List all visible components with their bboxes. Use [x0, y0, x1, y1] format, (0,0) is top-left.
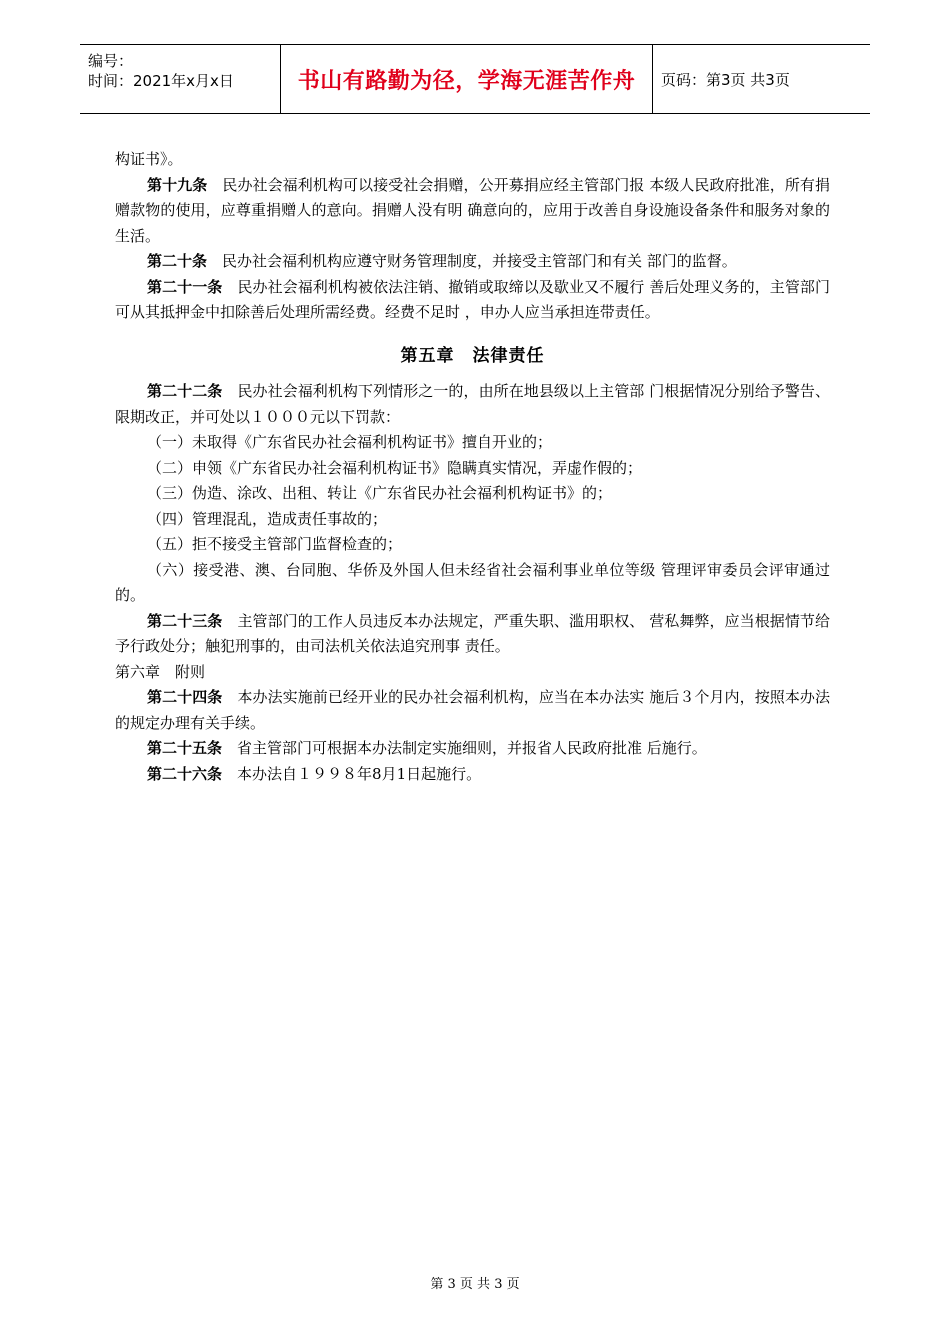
- article-23: [115, 609, 830, 660]
- article-23-title: 第二十三条: [147, 611, 223, 630]
- article-19-title: 第十九条: [147, 175, 208, 194]
- article-22-text: 民办社会福利机构下列情形之一的，由所在地县级以上主管部 门根据情况分别给予警告、限期改正，并可处以１０００元以下罚款：: [115, 382, 830, 426]
- number-label: 编号：: [88, 52, 134, 70]
- article-25-text: 省主管部门可根据本办法制定实施细则，并报省人民政府批准 后施行。: [237, 739, 707, 757]
- article-25-title: 第二十五条: [147, 739, 223, 757]
- chapter-5-title: 第五章 法律责任: [400, 345, 545, 366]
- list-item: （三）伪造、涂改、出租、转让《广东省民办社会福利机构证书》的；: [147, 484, 613, 502]
- continued-text: 构证书》。: [115, 150, 183, 168]
- article-24-title: 第二十四条: [147, 688, 223, 706]
- list-item: （一）未取得《广东省民办社会福利机构证书》擅自开业的；: [147, 433, 553, 451]
- article-26-text: 本办法自１９９８年8月1日起施行。: [237, 764, 482, 783]
- article-22-title: 第二十二条: [147, 382, 223, 400]
- article-24-text: 本办法实施前已经开业的民办社会福利机构，应当在本办法实 施后３个月内，按照本办法的规定办理有关手续。: [115, 688, 830, 732]
- article-23-text: 主管部门的工作人员违反本办法规定，严重失职、滥用职权、 营私舞弊，应当根据情节给予行政处分；触犯刑事的，由司法机关依法追究刑事 责任。: [115, 611, 830, 655]
- article-24: [115, 685, 830, 736]
- page-label: 页码：第3页 共3页: [661, 70, 790, 89]
- list-item: （六）接受港、澳、台同胞、华侨及外国人但未经省社会福利事业单位等级 管理评审委员会评审通过的。: [115, 560, 830, 604]
- chapter-6-title: 第六章 附则: [115, 662, 206, 681]
- document-header: [80, 44, 870, 114]
- list-item: （四）管理混乱，造成责任事故的；: [147, 509, 388, 528]
- article-21-title: 第二十一条: [147, 277, 223, 296]
- article-26-title: 第二十六条: [147, 764, 223, 783]
- article-19: [115, 173, 830, 250]
- article-20-text: 民办社会福利机构应遵守财务管理制度，并接受主管部门和有关 部门的监督。: [222, 252, 737, 270]
- article-21: [115, 275, 830, 326]
- list-item: （二）申领《广东省民办社会福利机构证书》隐瞒真实情况，弄虚作假的；: [147, 458, 643, 477]
- header-meta: [80, 45, 280, 113]
- article-19-text: 民办社会福利机构可以接受社会捐赠，公开募捐应经主管部门报 本级人民政府批准，所有捐赠款物的使用，应尊重捐赠人的意向。捐赠人没有明 确意向的，应用于改善自身设施设备条件和服务对象的生活。: [115, 175, 830, 245]
- page-footer: 第 3 页 共 3 页: [430, 1277, 520, 1292]
- list-item: （五）拒不接受主管部门监督检查的；: [147, 535, 403, 553]
- article-22: [115, 379, 830, 430]
- header-motto-cell: [280, 45, 653, 113]
- document-body: [115, 147, 830, 787]
- motto-text: 书山有路勤为径，学海无涯苦作舟: [297, 68, 636, 94]
- time-label: 时间：2021年x月x日: [88, 72, 234, 90]
- article-25: [115, 736, 830, 762]
- header-page-cell: [653, 45, 870, 113]
- article-26: [115, 762, 830, 788]
- article-20: [115, 249, 830, 275]
- article-20-title: 第二十条: [147, 252, 208, 270]
- article-21-text: 民办社会福利机构被依法注销、撤销或取缔以及歇业又不履行 善后处理义务的，主管部门可从其抵押金中扣除善后处理所需经费。经费不足时 ，申办人应当承担连带责任。: [115, 277, 830, 321]
